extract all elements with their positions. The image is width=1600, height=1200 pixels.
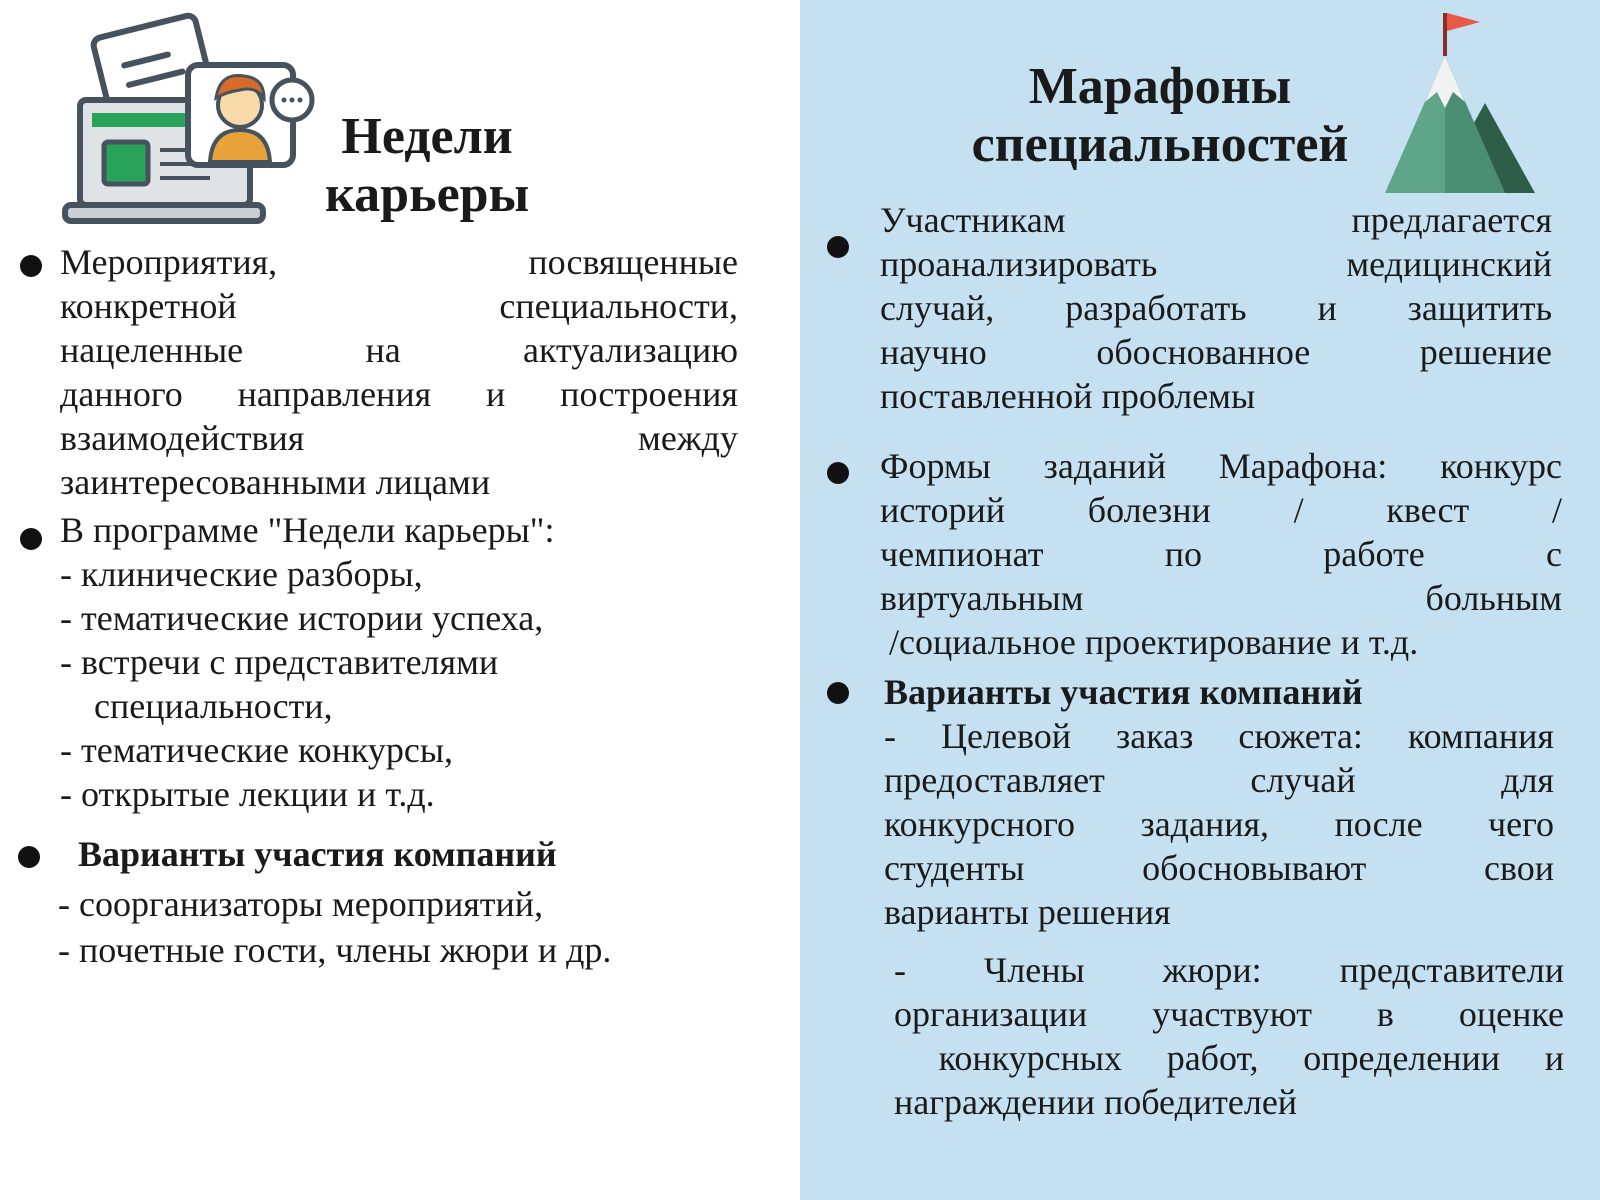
right-bullet1 [880, 198, 1552, 418]
right-title [950, 58, 1370, 174]
list-item: - соорганизаторы мероприятий, [58, 884, 544, 924]
list-item: - встречи с представителями [60, 642, 499, 682]
bullet-dot [20, 528, 42, 550]
left-bullet1-line: взаимодействия между [60, 418, 738, 458]
right-bullet3-line: организации участвуют в оценке [894, 994, 1564, 1034]
right-bullet3-line: студенты обосновывают свои [884, 848, 1554, 888]
right-bullet2 [880, 444, 1562, 664]
left-bullet1-line: данного направления и построения [60, 374, 738, 414]
list-item: - клинические разборы, [60, 554, 423, 594]
right-bullet3-line: конкурсных работ, определении и [894, 1038, 1564, 1078]
list-item: - открытые лекции и т.д. [60, 774, 435, 814]
left-bullet2-intro: В программе "Недели карьеры": [60, 510, 555, 550]
list-item: - почетные гости, члены жюри и др. [58, 930, 612, 970]
right-title-line1: Марафоны [1028, 58, 1292, 115]
right-bullet1-line: Участникам предлагается [880, 200, 1552, 240]
bullet-dot [827, 682, 849, 704]
right-bullet3-line: варианты решения [884, 892, 1171, 932]
left-bullet1-line: заинтересованными лицами [60, 462, 491, 502]
right-bullet3-line: конкурсного задания, после чего [884, 804, 1554, 844]
bullet-dot [827, 462, 849, 484]
career-laptop-icon [60, 10, 320, 225]
right-bullet3-line: награждении победителей [894, 1082, 1298, 1122]
right-bullet2-line: историй болезни / квест / [880, 490, 1562, 530]
left-bullet1-line: конкретной специальности, [60, 286, 738, 326]
left-bullet3 [58, 832, 798, 972]
bullet-dot [18, 846, 40, 868]
right-bullet2-line: /социальное проектирование и т.д. [880, 622, 1419, 662]
right-bullet1-line: проанализировать медицинский [880, 244, 1552, 284]
left-title [325, 108, 529, 224]
right-bullet1-line: случай, разработать и защитить [880, 288, 1552, 328]
right-bullet3-line: - Члены жюри: представители [894, 950, 1564, 990]
left-title-line2: карьеры [325, 166, 530, 224]
left-bullet3-heading: Варианты участия компаний [78, 834, 557, 874]
mountain-flag-icon [1385, 8, 1575, 198]
right-bullet2-line: виртуальным больным [880, 578, 1562, 618]
list-item: специальности, [94, 686, 333, 726]
bullet-dot [20, 255, 42, 277]
left-bullet2 [60, 508, 760, 816]
right-bullet3-jury [894, 948, 1564, 1124]
left-bullet1 [60, 240, 738, 504]
right-bullet3-line: - Целевой заказ сюжета: компания [884, 716, 1554, 756]
right-title-line2: специальностей [971, 116, 1349, 174]
list-item: - тематические истории успеха, [60, 598, 544, 638]
right-bullet2-line: Формы заданий Марафона: конкурс [880, 446, 1562, 486]
bullet-dot [827, 236, 849, 258]
list-item: - тематические конкурсы, [60, 730, 454, 770]
right-bullet3-heading: Варианты участия компаний [884, 672, 1363, 712]
right-bullet1-line: поставленной проблемы [880, 376, 1256, 416]
right-bullet2-line: чемпионат по работе с [880, 534, 1562, 574]
right-bullet3 [884, 670, 1554, 934]
left-bullet1-line: Мероприятия, посвященные [60, 242, 738, 282]
left-title-line1: Недели [341, 108, 513, 165]
right-bullet1-line: научно обоснованное решение [880, 332, 1552, 372]
right-bullet3-line: предоставляет случай для [884, 760, 1554, 800]
left-bullet1-line: нацеленные на актуализацию [60, 330, 738, 370]
